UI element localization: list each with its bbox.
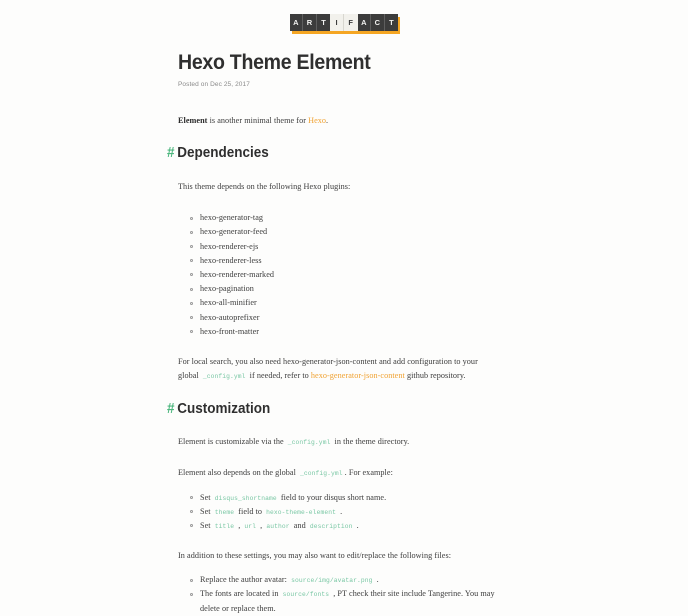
settings-list bbox=[178, 491, 496, 533]
local-search-part3: github repository. bbox=[404, 371, 466, 381]
text-mid: field to bbox=[236, 506, 265, 516]
list-item bbox=[190, 491, 496, 505]
list-item: hexo-generator-feed bbox=[190, 225, 496, 239]
text-tail: , PT check their site include Tangerine. You may delete or replace them. bbox=[200, 589, 495, 613]
plugin-list bbox=[178, 211, 496, 339]
text-sep2: , bbox=[258, 520, 265, 530]
text-tail: . bbox=[374, 575, 379, 585]
code-config-yml-1: _config.yml bbox=[202, 373, 246, 381]
code-config-yml-2: _config.yml bbox=[287, 438, 331, 446]
text-mid: field to your disqus short name. bbox=[278, 492, 387, 502]
cust-p2-part1: Element also depends on the global bbox=[178, 468, 298, 478]
text-lead: Replace the author avatar: bbox=[200, 575, 290, 585]
code-code1: theme bbox=[214, 508, 235, 516]
text-tail: . bbox=[337, 506, 343, 516]
page-title: Hexo Theme Element bbox=[178, 51, 371, 74]
json-content-link[interactable]: hexo-generator-json-content bbox=[310, 371, 405, 381]
text-tail: . bbox=[354, 520, 359, 530]
list-item bbox=[190, 587, 496, 615]
list-item: hexo-autoprefixer bbox=[190, 311, 496, 325]
page-container bbox=[0, 31, 688, 616]
files-intro-paragraph: In addition to these settings, you may also want to edit/replace the following files: bbox=[178, 551, 452, 560]
logo-tile-a-5: A bbox=[358, 14, 372, 31]
cust-p2-part2: . For example: bbox=[344, 468, 393, 478]
intro-middle: is another minimal theme for bbox=[207, 116, 309, 126]
list-item: hexo-pagination bbox=[190, 282, 496, 296]
heading-customization bbox=[167, 401, 473, 418]
heading-dependencies-label: Dependencies bbox=[177, 145, 269, 162]
list-item bbox=[190, 519, 496, 533]
text-lead: Set bbox=[200, 520, 213, 530]
hexo-link[interactable]: Hexo bbox=[308, 116, 327, 126]
intro-end: . bbox=[326, 116, 329, 126]
text-lead: Set bbox=[200, 506, 213, 516]
code-code1: disqus_shortname bbox=[214, 494, 277, 502]
code-code1: source/fonts bbox=[282, 591, 330, 599]
text-sep3: and bbox=[291, 520, 308, 530]
text-lead: Set bbox=[200, 492, 213, 502]
code-code2: hexo-theme-element bbox=[266, 508, 336, 516]
hash-icon: # bbox=[167, 145, 175, 162]
list-item bbox=[190, 573, 496, 587]
list-item: hexo-renderer-ejs bbox=[190, 240, 496, 254]
artifact-logo[interactable] bbox=[290, 14, 399, 31]
hash-icon: # bbox=[167, 400, 175, 417]
code-code1: title bbox=[214, 522, 235, 530]
logo-tile-c-6: C bbox=[371, 14, 385, 31]
code-config-yml-3: _config.yml bbox=[300, 470, 343, 478]
cust-p1-part2: in the theme directory. bbox=[332, 436, 410, 446]
code-code1: source/img/avatar.png bbox=[291, 577, 373, 585]
list-item: hexo-front-matter bbox=[190, 325, 496, 339]
code-code2: url bbox=[244, 522, 257, 530]
code-code4: description bbox=[309, 522, 353, 530]
code-code3: author bbox=[266, 522, 290, 530]
list-item: hexo-all-minifier bbox=[190, 296, 496, 310]
list-item bbox=[190, 505, 496, 519]
local-search-part2: if needed, refer to bbox=[247, 371, 311, 381]
cust-p1-part1: Element is customizable via the bbox=[178, 436, 286, 446]
article bbox=[167, 31, 496, 616]
heading-dependencies bbox=[167, 145, 473, 162]
text-lead: The fonts are located in bbox=[200, 589, 281, 599]
list-item: hexo-renderer-marked bbox=[190, 268, 496, 282]
customization-para-1 bbox=[178, 435, 496, 449]
logo-tile-f-4: F bbox=[344, 14, 358, 31]
post-meta-date: Posted on Dec 25, 2017 bbox=[178, 81, 250, 89]
logo-tile-t-2: T bbox=[317, 14, 331, 31]
customization-para-2 bbox=[178, 466, 496, 480]
heading-customization-label: Customization bbox=[177, 400, 271, 417]
local-search-paragraph bbox=[178, 355, 496, 384]
site-header bbox=[0, 0, 688, 31]
files-list bbox=[178, 573, 496, 615]
logo-tile-t-7: T bbox=[385, 14, 399, 31]
logo-tile-a-0: A bbox=[290, 14, 304, 31]
local-search-part1: For local search, you also need hexo-generator-json-content and add configuration to your global bbox=[178, 356, 478, 381]
list-item: hexo-renderer-less bbox=[190, 254, 496, 268]
intro-paragraph bbox=[178, 114, 496, 128]
text-sep1: , bbox=[236, 520, 243, 530]
logo-tile-r-1: R bbox=[303, 14, 317, 31]
dependencies-intro: This theme depends on the following Hexo plugins: bbox=[178, 181, 351, 191]
list-item: hexo-generator-tag bbox=[190, 211, 496, 225]
logo-tile-i-3: I bbox=[330, 14, 344, 31]
intro-strong: Element bbox=[178, 116, 208, 126]
